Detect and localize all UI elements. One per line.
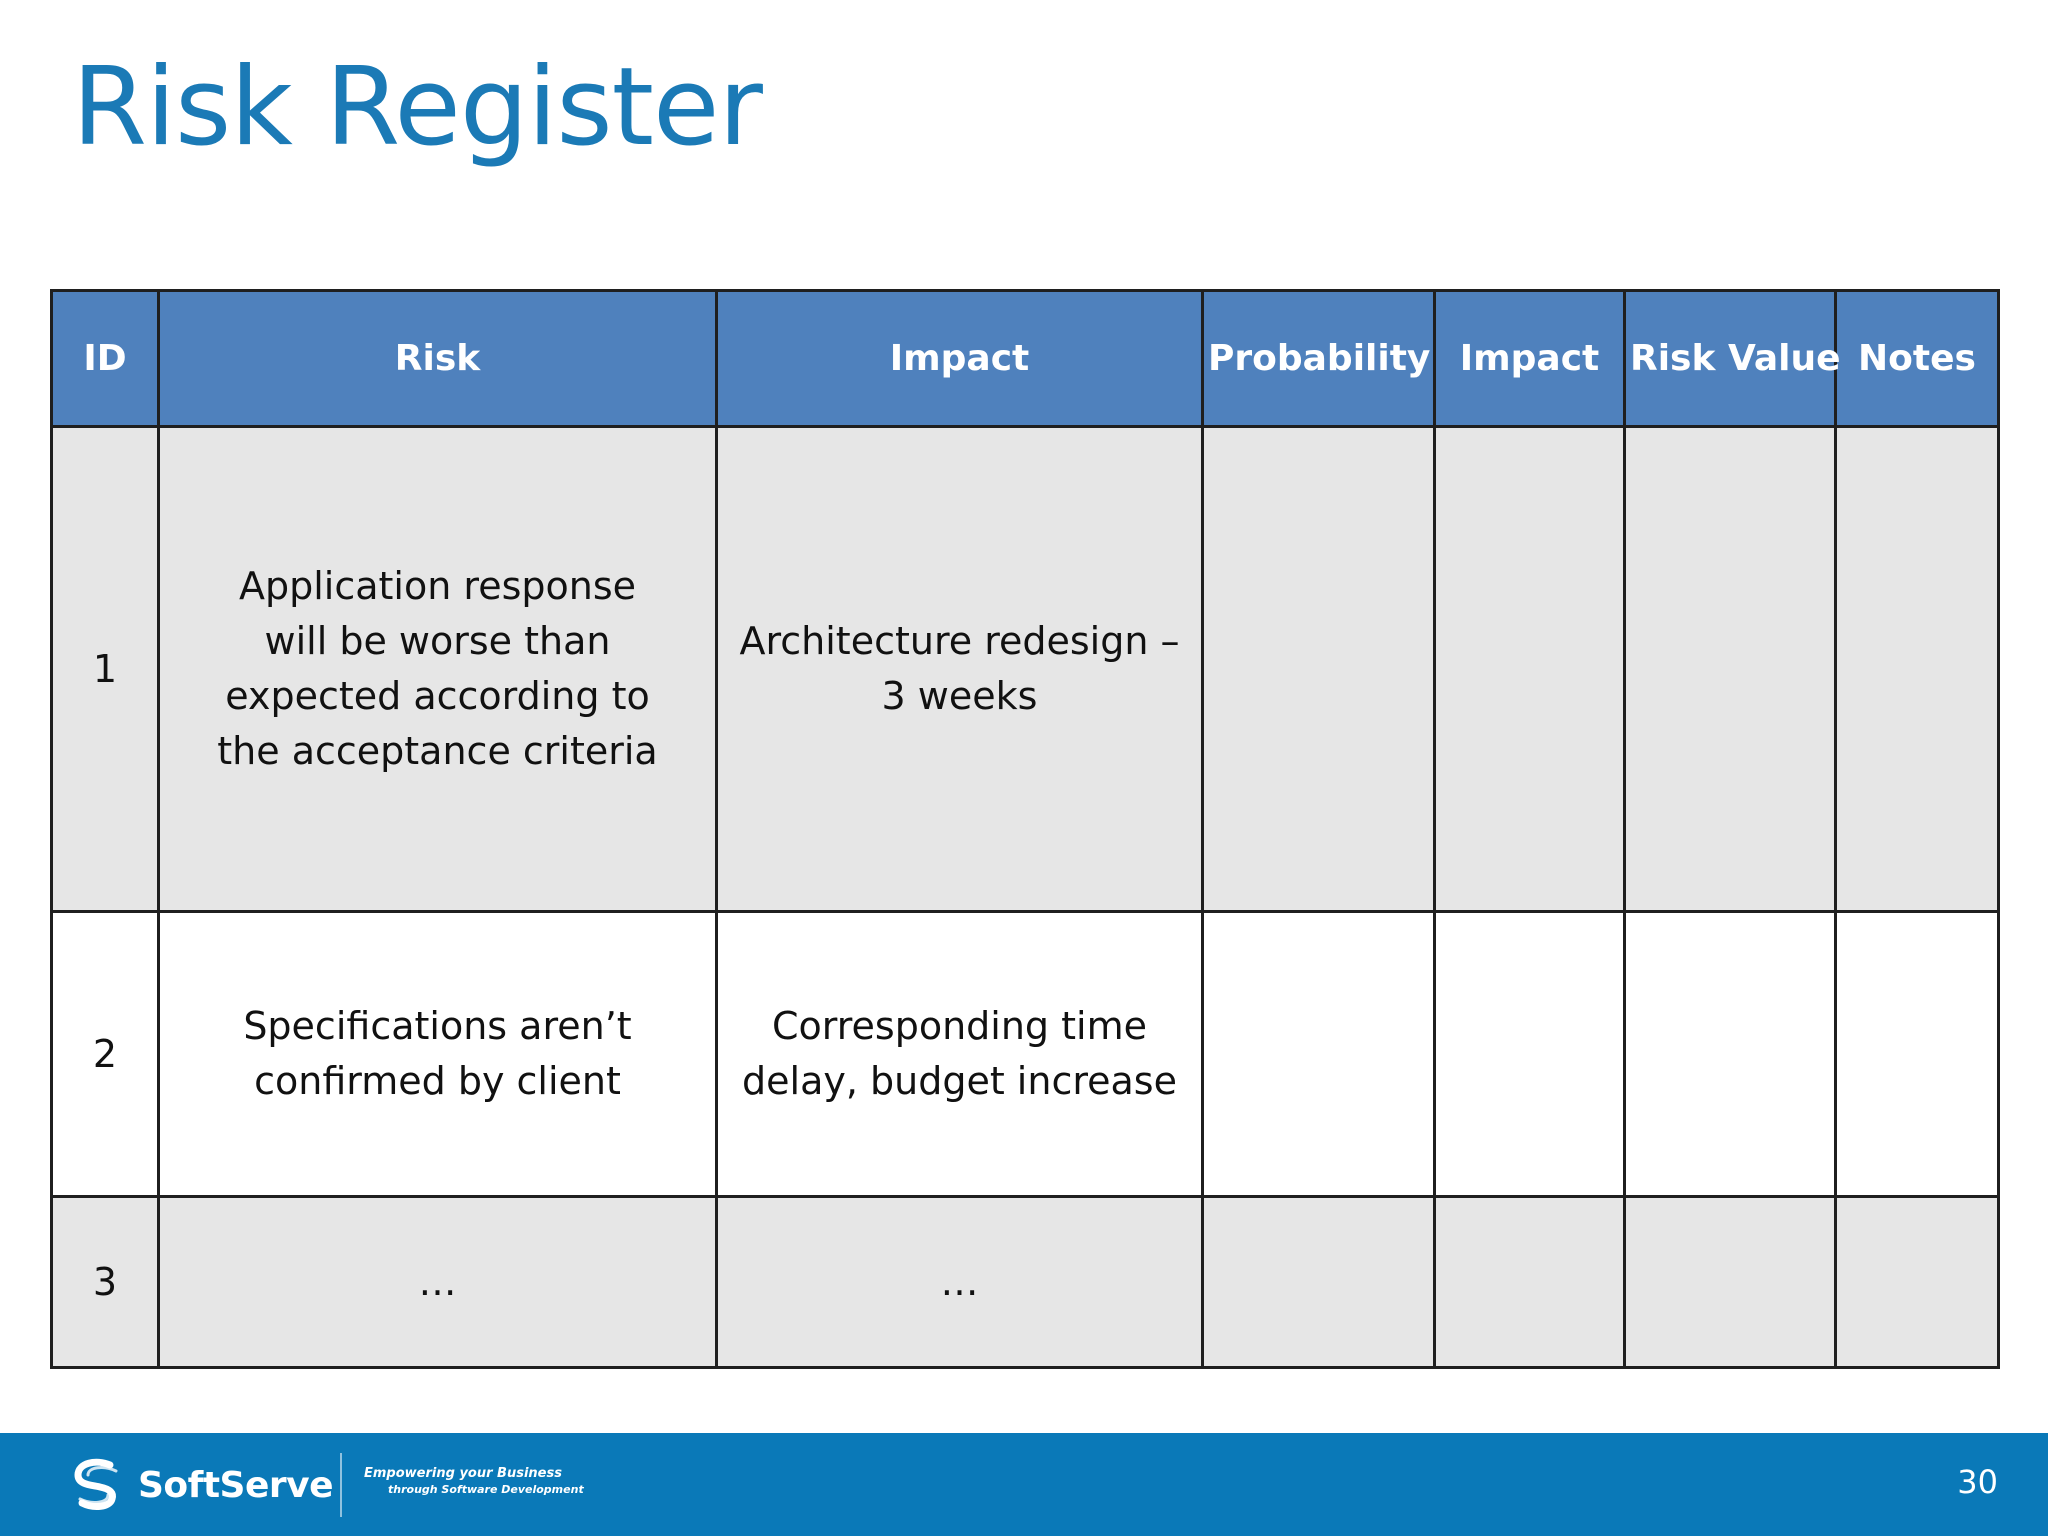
risk-register-table xyxy=(50,289,2000,1369)
footer-bar xyxy=(0,1433,2048,1536)
column-header-id: ID xyxy=(52,291,159,427)
column-header-notes: Notes xyxy=(1836,291,1999,427)
cell-risk-value xyxy=(1625,912,1836,1197)
cell-risk: Application response will be worse than expected according to the acceptance criteria xyxy=(159,427,717,912)
cell-probability xyxy=(1203,1197,1435,1368)
column-header-probability: Probability xyxy=(1203,291,1435,427)
table-row xyxy=(52,912,1999,1197)
tagline-line-1: Empowering your Business xyxy=(364,1466,562,1481)
tagline-line-2: through Software Development xyxy=(388,1483,584,1496)
cell-notes xyxy=(1836,1197,1999,1368)
cell-impact-score xyxy=(1435,427,1625,912)
column-header-risk-value: Risk Value xyxy=(1625,291,1836,427)
table-row xyxy=(52,427,1999,912)
softserve-logo xyxy=(66,1453,333,1517)
cell-risk: Specifications aren’t confirmed by client xyxy=(159,912,717,1197)
cell-impact: Architecture redesign – 3 weeks xyxy=(717,427,1203,912)
column-header-risk: Risk xyxy=(159,291,717,427)
cell-impact: … xyxy=(717,1197,1203,1368)
cell-id: 3 xyxy=(52,1197,159,1368)
cell-id: 1 xyxy=(52,427,159,912)
column-header-impact: Impact xyxy=(717,291,1203,427)
cell-notes xyxy=(1836,427,1999,912)
page-title: Risk Register xyxy=(72,45,762,170)
column-header-impact-score: Impact xyxy=(1435,291,1625,427)
footer-divider xyxy=(340,1453,342,1517)
cell-risk-value xyxy=(1625,1197,1836,1368)
cell-impact-score xyxy=(1435,1197,1625,1368)
brand-name: SoftServe xyxy=(138,1464,334,1506)
cell-risk: … xyxy=(159,1197,717,1368)
cell-id: 2 xyxy=(52,912,159,1197)
cell-notes xyxy=(1836,912,1999,1197)
cell-impact-score xyxy=(1435,912,1625,1197)
cell-impact: Corresponding time delay, budget increase xyxy=(717,912,1203,1197)
table-row xyxy=(52,1197,1999,1368)
cell-risk-value xyxy=(1625,427,1836,912)
cell-probability xyxy=(1203,427,1435,912)
cell-probability xyxy=(1203,912,1435,1197)
table-header-row xyxy=(52,291,1999,427)
tagline xyxy=(364,1466,584,1498)
softserve-logo-icon xyxy=(66,1453,130,1517)
page-number: 30 xyxy=(1957,1463,1998,1501)
